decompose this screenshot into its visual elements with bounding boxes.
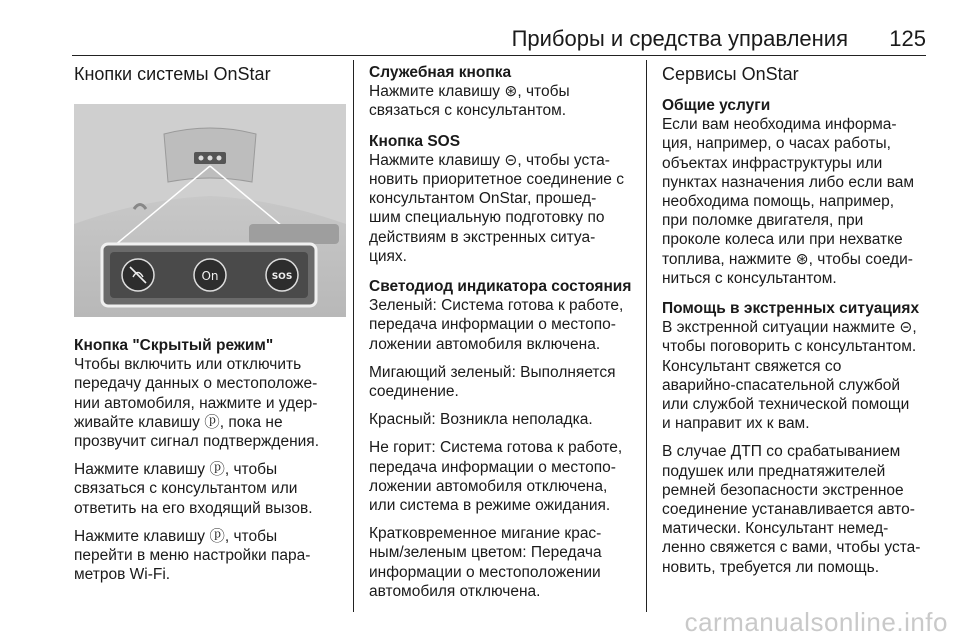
paragraph-call-consultant: Нажмите клавишу ⓟ, чтобы связаться с консультантом или ответить на его входящий вызов. xyxy=(74,461,313,517)
status-led-block: Светодиод индикатора состояния Зеленый: Система готова к работе, передача информации о местопо- ложении автомобиля включена. Мигающий зеленый: Выполняется соединение. Красный: Возникла неполадка. Не горит: Система готова к работе, передача информации о местопо- ложении автомобиля отключена, или система в режиме ожидания. Кратковременное мигание крас- ным/зеленым цветом: Передача информации о местоположении автомобиля отключена. xyxy=(369,277,634,601)
heading-emergency-help: Помощь в экстренных ситуациях xyxy=(662,300,920,318)
header-rule xyxy=(72,55,926,56)
sos-button-label: SOS xyxy=(271,272,293,282)
section-title-onstar-buttons: Кнопки системы OnStar xyxy=(74,64,271,84)
paragraph-privacy: Чтобы включить или отключить передачу данных о местоположе- нии автомобиля, нажмите и удер- живайте клавишу ⓟ, пока не прозвучит сигнал подтверждения. xyxy=(74,356,320,451)
heading-general-services: Общие услуги xyxy=(662,97,771,114)
column-2 xyxy=(369,63,634,612)
column-divider xyxy=(353,60,354,612)
overhead-console-illustration xyxy=(74,104,346,317)
section-title-onstar-services: Сервисы OnStar xyxy=(662,64,799,84)
onstar-buttons-figure xyxy=(74,104,346,317)
paragraph-wifi: Нажмите клавишу ⓟ, чтобы перейти в меню настройки пара- метров Wi-Fi. xyxy=(74,527,311,584)
header-title: Приборы и средства управления xyxy=(511,26,848,51)
privacy-button-icon xyxy=(122,259,154,291)
general-services-block: Общие услуги Если вам необходима информа- ция, например, о часах работы, объектах инфраструктуры или пунктах назначения либо если вам необходима помощь, например, при поломке двигателя, при проколе колеса или при нехватке топлива, нажмите ⊛, чтобы соеди- ниться с консультантом. xyxy=(662,96,930,288)
sos-button-block: Кнопка SOS Нажмите клавишу ⊝, чтобы уста- новить приоритетное соединение с консультантом OnStar, прошед- шим специальную подготовку по действиям в экстренных ситуа- циях. xyxy=(369,132,634,266)
column-1 xyxy=(74,63,346,593)
heading-status-led: Светодиод индикатора состояния xyxy=(369,278,632,296)
page-number: 125 xyxy=(889,26,926,51)
emergency-help-block: Помощь в экстренных ситуациях В экстренной ситуации нажмите ⊝, чтобы поговорить с консультантом. Консультант свяжется со аварийно-спасательной службой или службой технической помощи и направит их к вам. В случае ДТП со срабатыванием подушек или преднатяжителей ремней безопасности экстренное соединение устанавливается авто- матически. Консультант немед- ленно свяжется с вами, чтобы уста- новить, требуется ли помощь. xyxy=(662,299,930,577)
heading-service-button: Служебная кнопка xyxy=(369,64,512,81)
heading-sos-button: Кнопка SOS xyxy=(369,132,461,150)
onstar-button-icon xyxy=(194,259,226,291)
sos-button-icon xyxy=(266,259,298,291)
column-divider xyxy=(646,60,647,612)
column-3 xyxy=(662,63,930,588)
service-button-block: Служебная кнопка Нажмите клавишу ⊛, чтобы связаться с консультантом. xyxy=(369,63,634,121)
heading-privacy-button: Кнопка "Скрытый режим" xyxy=(74,337,274,354)
page-header xyxy=(0,0,960,62)
watermark: carmanualsonline.info xyxy=(684,607,948,637)
on-button-label: On xyxy=(201,269,219,283)
